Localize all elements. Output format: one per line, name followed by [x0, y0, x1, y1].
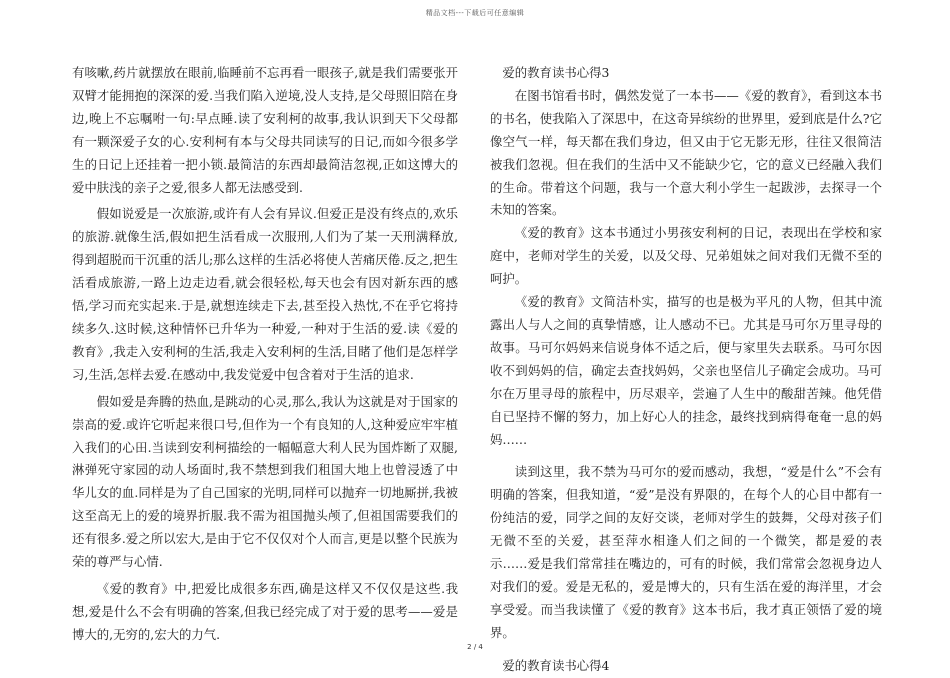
paragraph: 《爱的教育》中,把爱比成很多东西,确是这样又不仅仅是这些.我想,爱是什么不会有明确的答案,但我已经完成了对于爱的思考——爱是博大的,无穷的,宏大的力气. — [72, 580, 458, 642]
paragraph: 《爱的教育》文简洁朴实，描写的也是极为平凡的人物，但其中流露出人与人之间的真挚情感，让人感动不已。尤其是马可尔万里寻母的故事。马可尔妈妈来信说身体不适之后，便与家里失去联系。马可尔因收不到妈妈的信，确定去查找妈妈，父亲也坚信儿子确定会成功。马可尔在万里寻母的旅程中，历尽艰辛，尝遍了人生中的酸甜苦辣。他凭借自已坚持不懈的努力，加上好心人的挂念，最终找到病得奄奄一息的妈妈…… — [490, 294, 882, 447]
right-column — [490, 62, 882, 678]
paragraph: 有咳嗽,药片就摆放在眼前,临睡前不忘再看一眼孩子,就是我们需要张开双臂才能拥抱的深深的爱.当我们陷入逆境,没人支持,是父母照旧陪在身边,晚上不忘嘱咐一句:早点睡.读了安利柯的故事,我认识到天下父母都有一颗深爱子女的心.安利柯有本与父母共同读写的日记,而如今很多学生的日记上还挂着一把小锁.最简洁的东西却最简洁忽视,正如这博大的爱中肤浅的亲子之爱,很多人都无法感受到. — [72, 65, 458, 195]
page-header: 精品文档---下载后可任意编辑 — [425, 9, 525, 17]
paragraph: 在图书馆看书时，偶然发觉了一本书——《爱的教育》，看到这本书的书名，使我陷入了深思中，在这奇异缤纷的世界里，爱到底是什么?它像空气一样，每天都在我们身边，但又由于它无影无形，往往又很简洁被我们忽视。但在我们的生活中又不能缺少它，它的意义已经融入我们的生命。带着这个问题，我与一个意大利小学生一起跋涉，去探寻一个未知的答案。 — [490, 87, 882, 218]
section-heading: 爱的教育读书心得4 — [502, 657, 610, 673]
paragraph: 假如爱是奔腾的热血,是跳动的心灵,那么,我认为这就是对于国家的崇高的爱.或许它听起来很口号,但作为一个有良知的人,这种爱应牢牢植入我们的心田.当读到安利柯描绘的一幅幅意大利人民为国炸断了双腿,淋弹死守家园的动人场面时,我不禁想到我们租国大地上也曾浸透了中华儿女的血.同样是为了自己国家的光明,同样可以抛弃一切地厮拼,我被这至高无上的爱的境界折服.我不需为祖国抛头颅了,但祖国需要我们的还有很多.爱之所以宏大,是由于它不仅仅对个人而言,更是以整个民族为荣的尊严与心情. — [72, 393, 458, 570]
left-column — [72, 62, 458, 647]
paragraph: 读到这里，我不禁为马可尔的爱而感动，我想，“爱是什么”不会有明确的答案，但我知道，“爱”是没有界限的，在每个人的心目中都有一份纯洁的爱，同学之间的友好交谈，老师对学生的鼓舞，父母对孩子们无微不至的关爱，甚至萍水相逢人们之间的一个微笑，都是爱的表示……爱是我们常常挂在嘴边的，可有的时候，我们常常会忽视身边人对我们的爱。爱是无私的，爱是博大的，只有生活在爱的海洋里，才会享受爱。而当我读懂了《爱的教育》这本书后，我才真正领悟了爱的境界。 — [490, 464, 882, 640]
paragraph: 《爱的教育》这本书通过小男孩安利柯的日记，表现出在学校和家庭中，老师对学生的关爱，以及父母、兄弟姐妹之间对我们无微不至的呵护。 — [490, 225, 882, 287]
paragraph: 假如说爱是一次旅游,或许有人会有异议.但爱正是没有终点的,欢乐的旅游.就像生活,假如把生活看成一次服刑,人们为了某一天刑满释放,得到超脱而干沉重的活儿;那么这样的生活必将使人苦痛厌倦.反之,把生活看成旅游,一路上边走边看,就会很轻松,每天也会有因对新东西的感悟,学习而充实起来.于是,就想连续走下去,甚至投入热忱,不在乎它将持续多久.这时候,这种情怀已升华为一种爱,一种对于生活的爱.读《爱的教育》,我走入安利柯的生活,我走入安利柯的生活,目睹了他们是怎样学习,生活,怎样去爱.在感动中,我发觉爱中包含着对于生活的追求. — [72, 206, 458, 382]
section-heading: 爱的教育读书心得3 — [502, 65, 610, 80]
page-number: 2 / 4 — [467, 643, 483, 651]
